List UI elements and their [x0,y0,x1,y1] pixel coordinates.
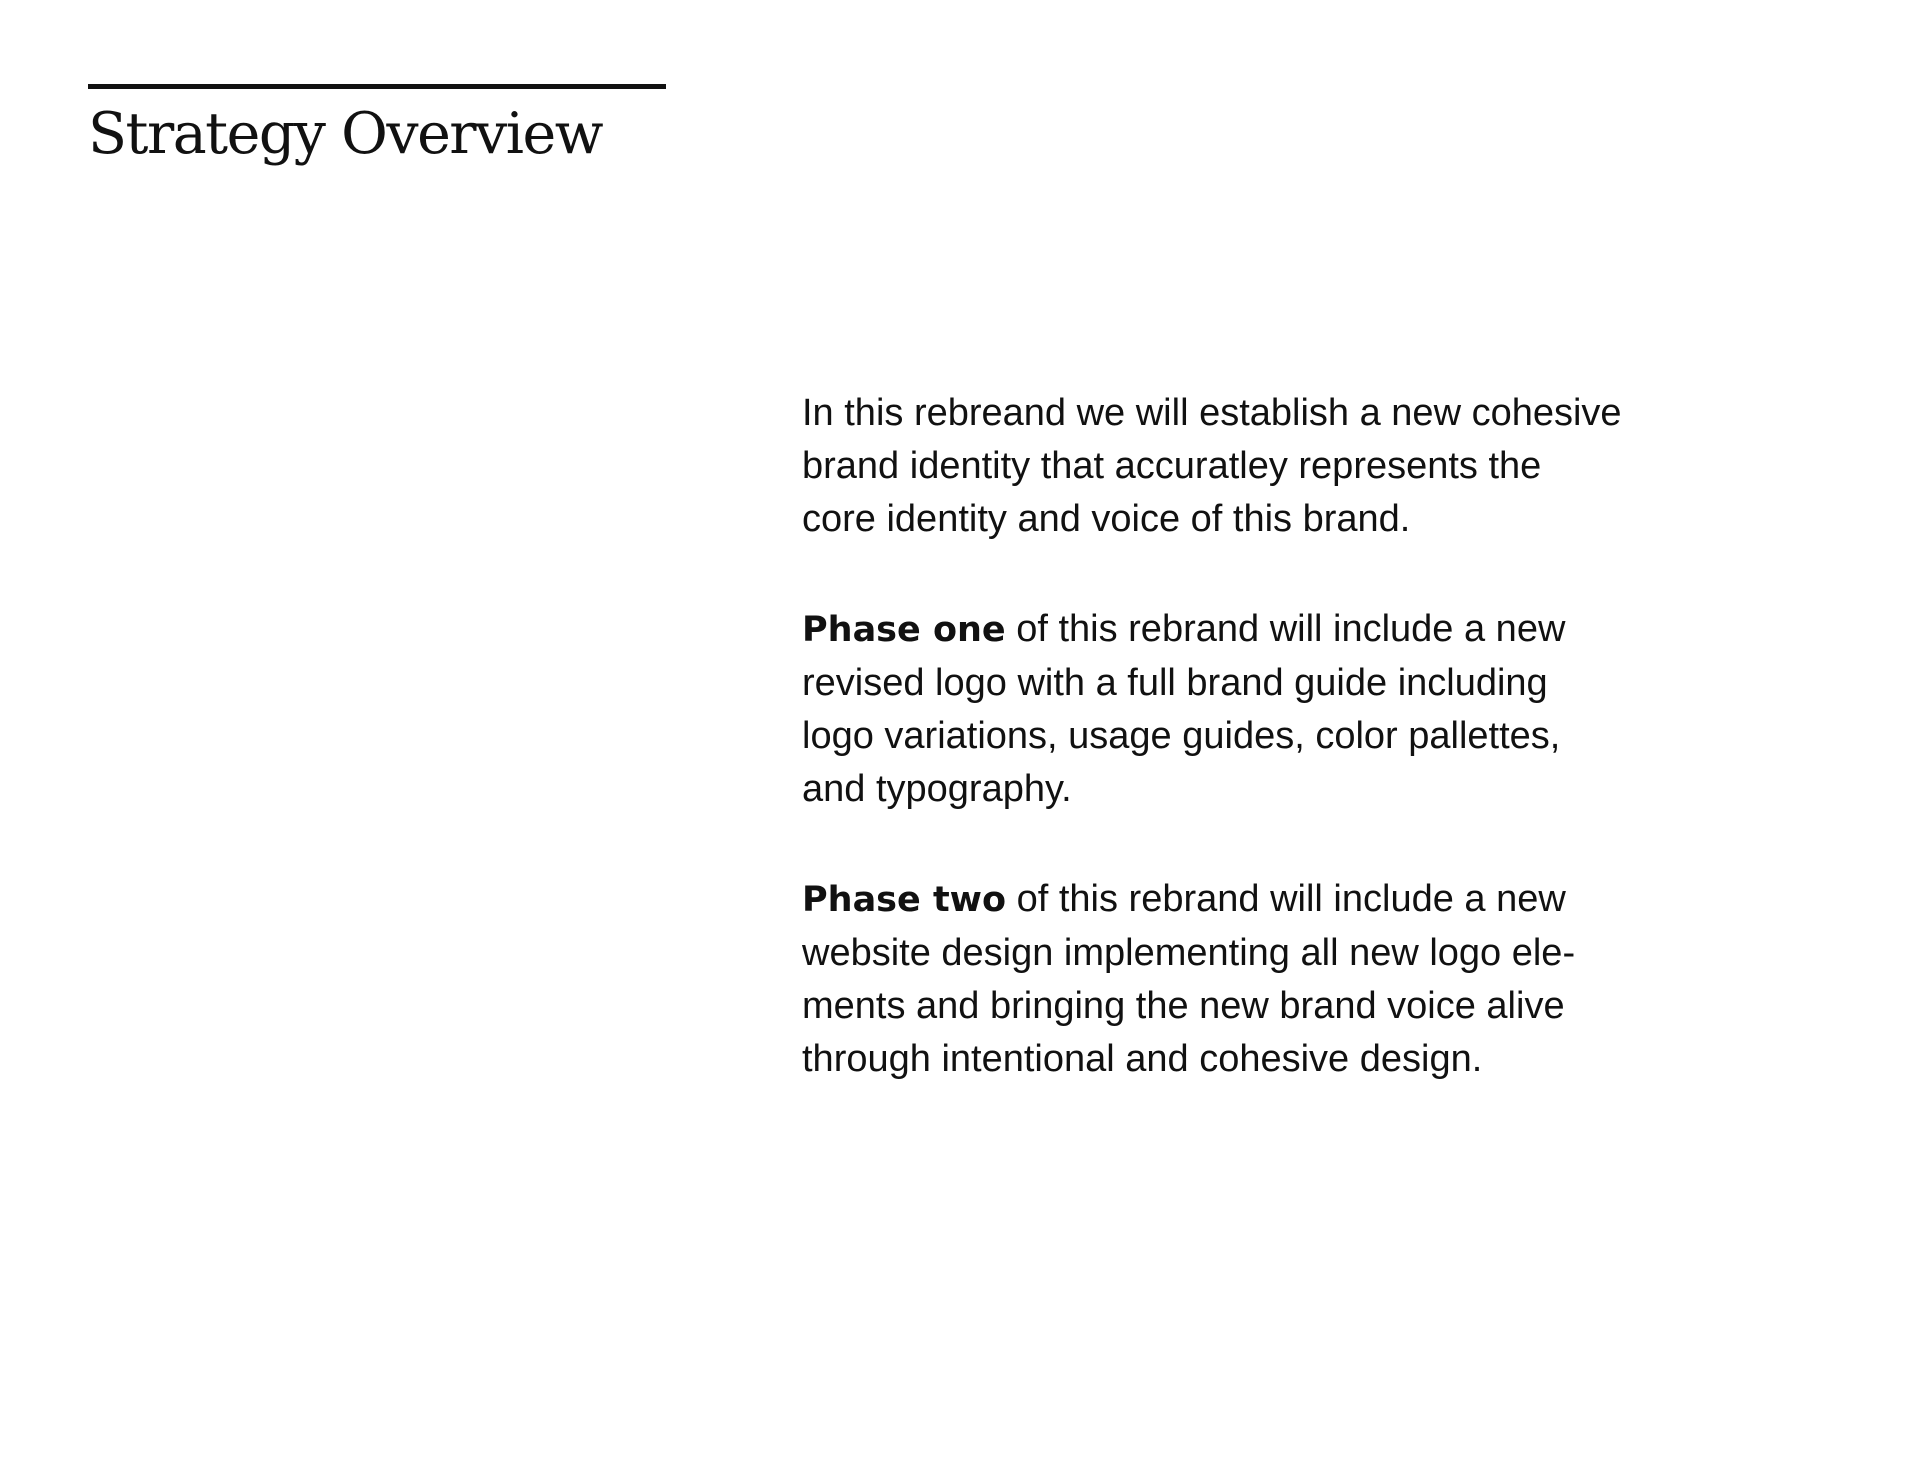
phase-two-paragraph [802,873,1702,1086]
intro-line-1: In this rebreand we will establish a new cohesive [802,392,1622,434]
strategy-body [802,387,1702,1143]
phase-one-line-4: and typography. [802,768,1072,810]
title-rule [88,84,666,89]
phase-one-line-1 [802,603,1702,657]
intro-line-2: brand identity that accuratley represents the [802,445,1542,487]
page-title: Strategy Overview [88,101,602,167]
intro-line-3: core identity and voice of this brand. [802,498,1411,540]
phase-one-line-3: logo variations, usage guides, color pallettes, [802,715,1561,757]
phase-two-line-1 [802,873,1702,927]
phase-one-lead: Phase one [802,610,1006,650]
phase-one-line-2: revised logo with a full brand guide including [802,662,1548,704]
intro-paragraph [802,387,1702,546]
phase-two-line-3: ments and bringing the new brand voice alive [802,985,1565,1027]
phase-one-line-1-rest: of this rebrand will include a new [1005,608,1566,650]
phase-two-lead: Phase two [802,880,1007,920]
phase-two-line-2: website design implementing all new logo ele- [802,932,1576,974]
phase-two-line-4: through intentional and cohesive design. [802,1038,1483,1080]
phase-one-paragraph [802,603,1702,816]
phase-two-line-1-rest: of this rebrand will include a new [1006,878,1566,920]
